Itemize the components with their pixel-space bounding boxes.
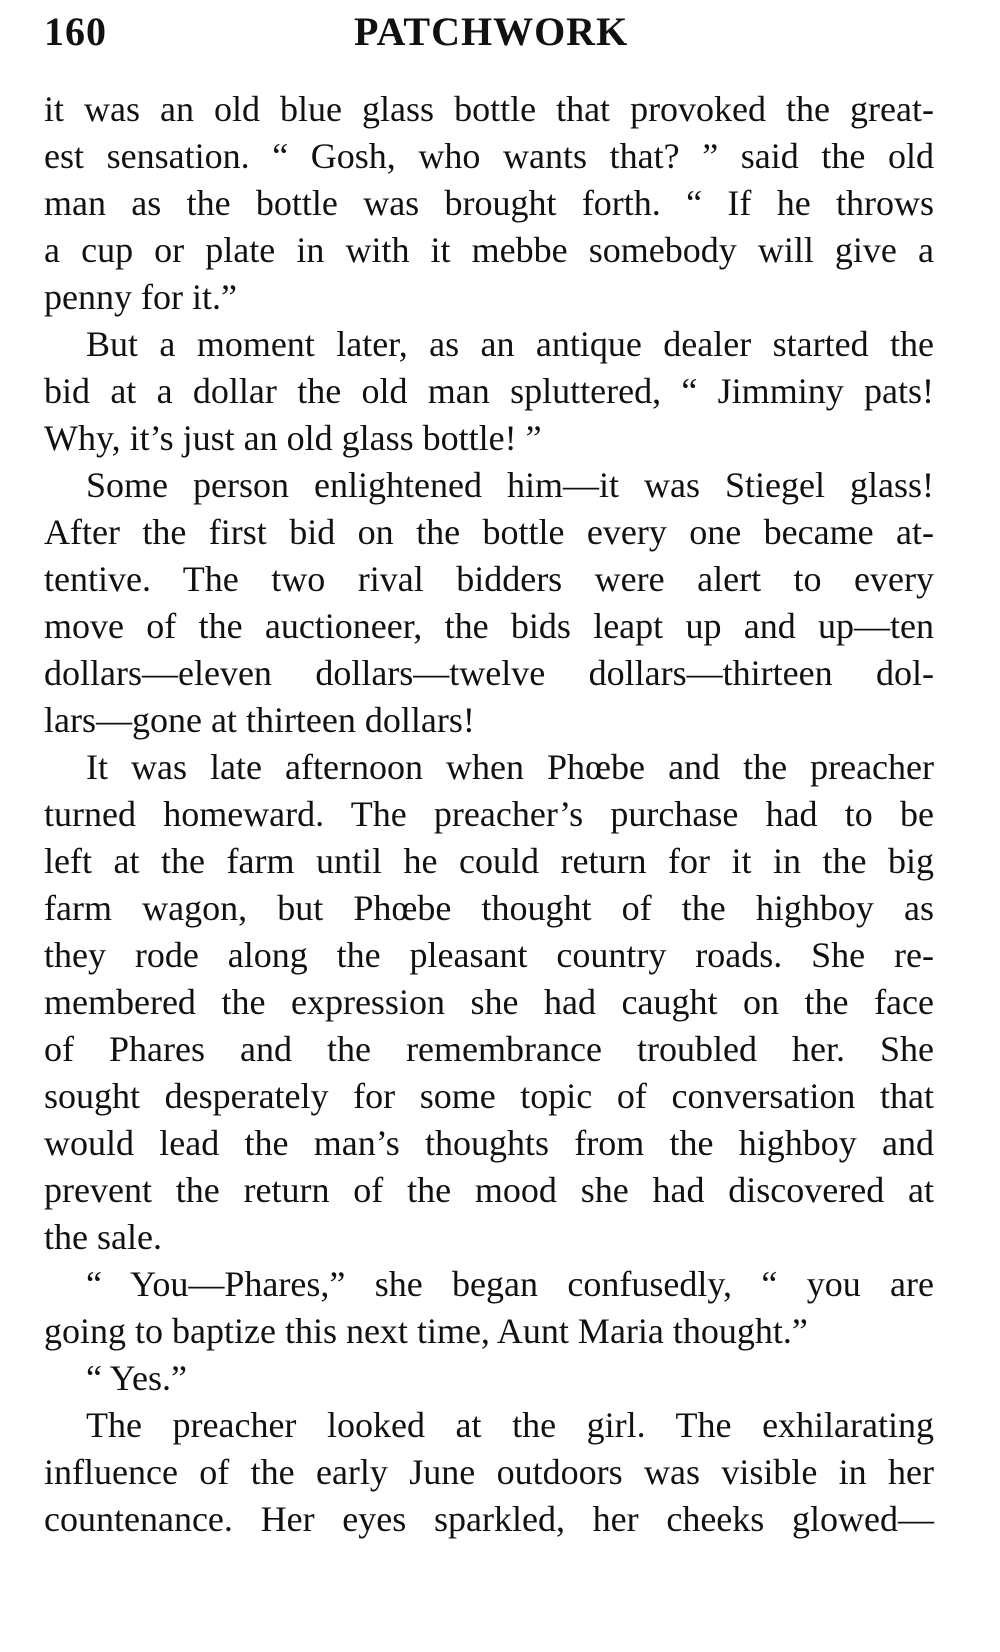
text-line: “ Yes.” <box>86 1358 188 1398</box>
text-line: move of the auctioneer, the bids leapt up and up—ten <box>44 606 934 646</box>
text-line: penny for it.” <box>44 277 237 317</box>
text-line: a cup or plate in with it mebbe somebody will give a <box>44 230 934 270</box>
text-line: The preacher looked at the girl. The exhilarating <box>86 1405 934 1445</box>
text-line: farm wagon, but Phœbe thought of the highboy as <box>44 888 934 928</box>
text-line: left at the farm until he could return for it in the big <box>44 841 934 881</box>
text-line: man as the bottle was brought forth. “ If he throws <box>44 183 934 223</box>
text-line: turned homeward. The preacher’s purchase had to be <box>44 794 934 834</box>
text-line: going to baptize this next time, Aunt Maria thought.” <box>44 1311 808 1351</box>
text-line: the sale. <box>44 1217 162 1257</box>
book-page <box>44 0 934 1652</box>
text-line: tentive. The two rival bidders were alert to every <box>44 559 934 599</box>
text-line: they rode along the pleasant country roads. She re- <box>44 935 934 975</box>
text-line: lars—gone at thirteen dollars! <box>44 700 475 740</box>
text-line: “ You—Phares,” she began confusedly, “ you are <box>86 1264 934 1304</box>
text-line: influence of the early June outdoors was visible in her <box>44 1452 934 1492</box>
text-line: prevent the return of the mood she had discovered at <box>44 1170 934 1210</box>
text-line: bid at a dollar the old man spluttered, “ Jimminy pats! <box>44 371 934 411</box>
text-line: Why, it’s just an old glass bottle! ” <box>44 418 542 458</box>
text-line: It was late afternoon when Phœbe and the preacher <box>86 747 934 787</box>
text-line: would lead the man’s thoughts from the highboy and <box>44 1123 934 1163</box>
text-line: it was an old blue glass bottle that provoked the great- <box>44 89 934 129</box>
text-line: countenance. Her eyes sparkled, her cheeks glowed— <box>44 1499 934 1539</box>
text-line: Some person enlightened him—it was Stiegel glass! <box>86 465 934 505</box>
text-line: But a moment later, as an antique dealer started the <box>86 324 934 364</box>
page-number: 160 <box>44 9 107 54</box>
body-text <box>44 86 934 1543</box>
text-line: After the first bid on the bottle every one became at- <box>44 512 934 552</box>
text-line: est sensation. “ Gosh, who wants that? ” said the old <box>44 136 934 176</box>
text-line: dollars—eleven dollars—twelve dollars—thirteen dol- <box>44 653 934 693</box>
text-line: of Phares and the remembrance troubled her. She <box>44 1029 934 1069</box>
text-line: membered the expression she had caught on the face <box>44 982 934 1022</box>
text-line: sought desperately for some topic of conversation that <box>44 1076 934 1116</box>
running-head <box>44 8 934 58</box>
running-title: PATCHWORK <box>354 9 629 54</box>
